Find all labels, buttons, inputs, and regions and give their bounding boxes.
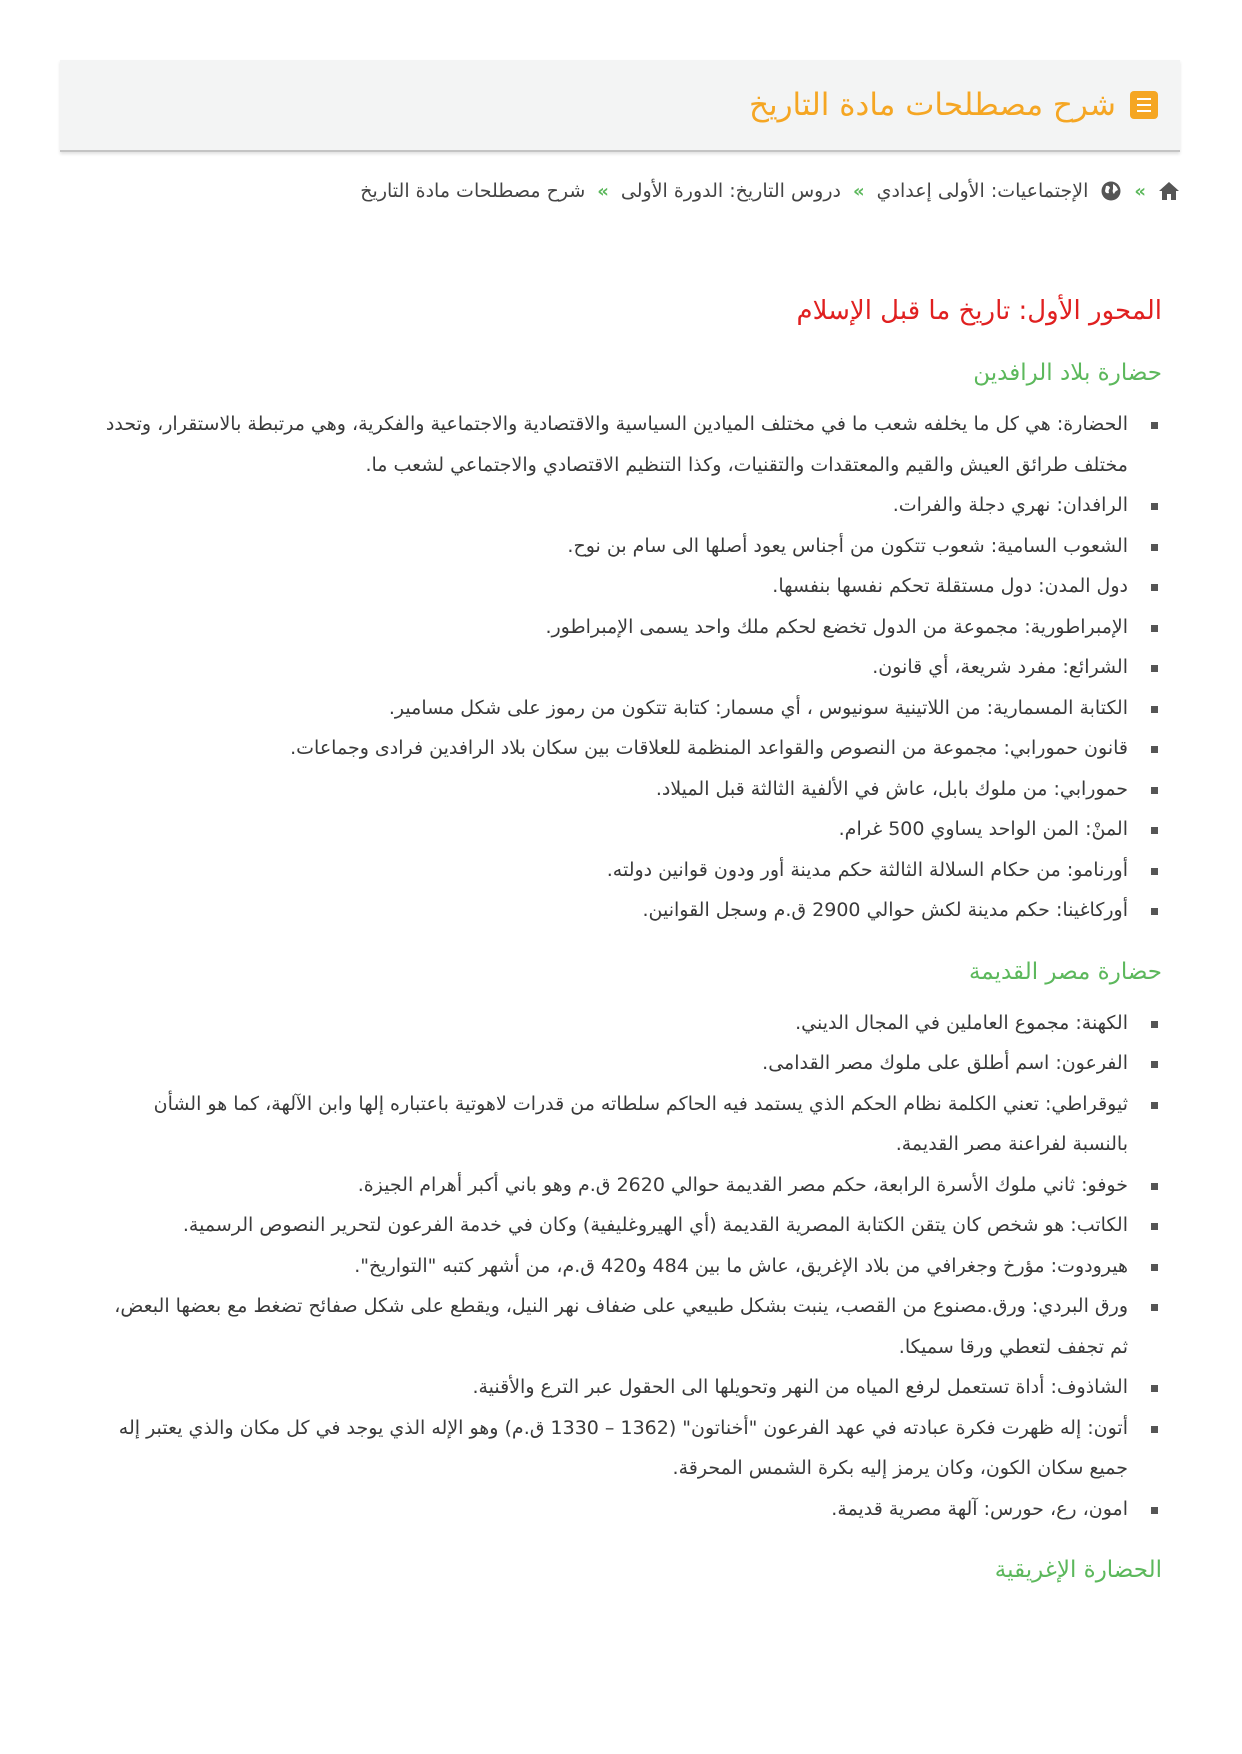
- list-item: هيرودوت: مؤرخ وجغرافي من بلاد الإغريق، عاش ما بين 484 و420 ق.م، من أشهر كتبه "التواريخ".: [96, 1246, 1162, 1287]
- breadcrumb: [360, 176, 1180, 206]
- section-title: حضارة مصر القديمة: [968, 958, 1162, 985]
- list-item: الكهنة: مجموع العاملين في المجال الديني.: [96, 1003, 1162, 1044]
- list-item: حمورابي: من ملوك بابل، عاش في الألفية الثالثة قبل الميلاد.: [96, 769, 1162, 810]
- term-list: [96, 1003, 1162, 1530]
- list-item: قانون حمورابي: مجموعة من النصوص والقواعد المنظمة للعلاقات بين سكان بلاد الرافدين فرادى وجماعات.: [96, 728, 1162, 769]
- list-item: امون، رع، حورس: آلهة مصرية قديمة.: [96, 1489, 1162, 1530]
- breadcrumb-separator: »: [597, 180, 609, 202]
- list-item: الحضارة: هي كل ما يخلفه شعب ما في مختلف الميادين السياسية والاقتصادية والاجتماعية والفكرية، وهي مرتبطة بالاستقرار، وتحدد مختلف طرائق العيش والقيم والمعتقدات والتقنيات، وكذا التنظيم الاقتصادي والاجتماعي لشعب ما.: [96, 404, 1162, 485]
- list-item: ورق البردي: ورق.مصنوع من القصب، ينبت بشكل طبيعي على ضفاف نهر النيل، ويقطع على شكل صفائح تضغط مع بعضها البعض، ثم تجفف لتعطي ورقا سميكا.: [96, 1286, 1162, 1367]
- title-bar: [60, 60, 1180, 152]
- section-title: الحضارة الإغريقية: [994, 1557, 1162, 1583]
- breadcrumb-link-social-studies[interactable]: الإجتماعيات: الأولى إعدادي: [876, 180, 1089, 202]
- list-item: الشرائع: مفرد شريعة، أي قانون.: [96, 647, 1162, 688]
- list-item: دول المدن: دول مستقلة تحكم نفسها بنفسها.: [96, 566, 1162, 607]
- list-item: الشاذوف: أداة تستعمل لرفع المياه من النهر وتحويلها الى الحقول عبر الترع والأقنية.: [96, 1367, 1162, 1408]
- article-content: [96, 292, 1162, 1601]
- list-item: الشعوب السامية: شعوب تتكون من أجناس يعود أصلها الى سام بن نوح.: [96, 526, 1162, 567]
- breadcrumb-separator: »: [1134, 180, 1146, 202]
- list-item: أوركاغينا: حكم مدينة لكش حوالي 2900 ق.م وسجل القوانين.: [96, 890, 1162, 931]
- breadcrumb-current: شرح مصطلحات مادة التاريخ: [360, 180, 586, 202]
- list-item: المنْ: المن الواحد يساوي 500 غرام.: [96, 809, 1162, 850]
- axis-title: المحور الأول: تاريخ ما قبل الإسلام: [796, 296, 1162, 326]
- breadcrumb-link-history-lessons[interactable]: دروس التاريخ: الدورة الأولى: [620, 180, 841, 202]
- home-icon[interactable]: [1158, 181, 1180, 201]
- term-list: [96, 404, 1162, 931]
- list-item: أورنامو: من حكام السلالة الثالثة حكم مدينة أور ودون قوانين دولته.: [96, 850, 1162, 891]
- document-icon: [1130, 91, 1158, 119]
- list-item: الفرعون: اسم أطلق على ملوك مصر القدامى.: [96, 1043, 1162, 1084]
- list-item: الكاتب: هو شخص كان يتقن الكتابة المصرية القديمة (أي الهيروغليفية) وكان في خدمة الفرعون لتحرير النصوص الرسمية.: [96, 1205, 1162, 1246]
- list-item: خوفو: ثاني ملوك الأسرة الرابعة، حكم مصر القديمة حوالي 2620 ق.م وهو باني أكبر أهرام الجيزة.: [96, 1165, 1162, 1206]
- section-title: حضارة بلاد الرافدين: [973, 360, 1162, 386]
- list-item: الرافدان: نهري دجلة والفرات.: [96, 485, 1162, 526]
- list-item: أتون: إله ظهرت فكرة عبادته في عهد الفرعون "أخناتون" (1362 – 1330 ق.م) وهو الإله الذي يوجد في كل مكان والذي يعتبر إله جميع سكان الكون، وكان يرمز إليه بكرة الشمس المحرقة.: [96, 1408, 1162, 1489]
- list-item: ثيوقراطي: تعني الكلمة نظام الحكم الذي يستمد فيه الحاكم سلطاته من قدرات لاهوتية باعتباره إلها وابن الآلهة، كما هو الشأن بالنسبة لفراعنة مصر القديمة.: [96, 1084, 1162, 1165]
- page-title: شرح مصطلحات مادة التاريخ: [748, 87, 1116, 123]
- globe-icon: [1100, 180, 1122, 202]
- breadcrumb-separator: »: [853, 180, 865, 202]
- list-item: الإمبراطورية: مجموعة من الدول تخضع لحكم ملك واحد يسمى الإمبراطور.: [96, 607, 1162, 648]
- list-item: الكتابة المسمارية: من اللاتينية سونيوس ، أي مسمار: كتابة تتكون من رموز على شكل مسامير.: [96, 688, 1162, 729]
